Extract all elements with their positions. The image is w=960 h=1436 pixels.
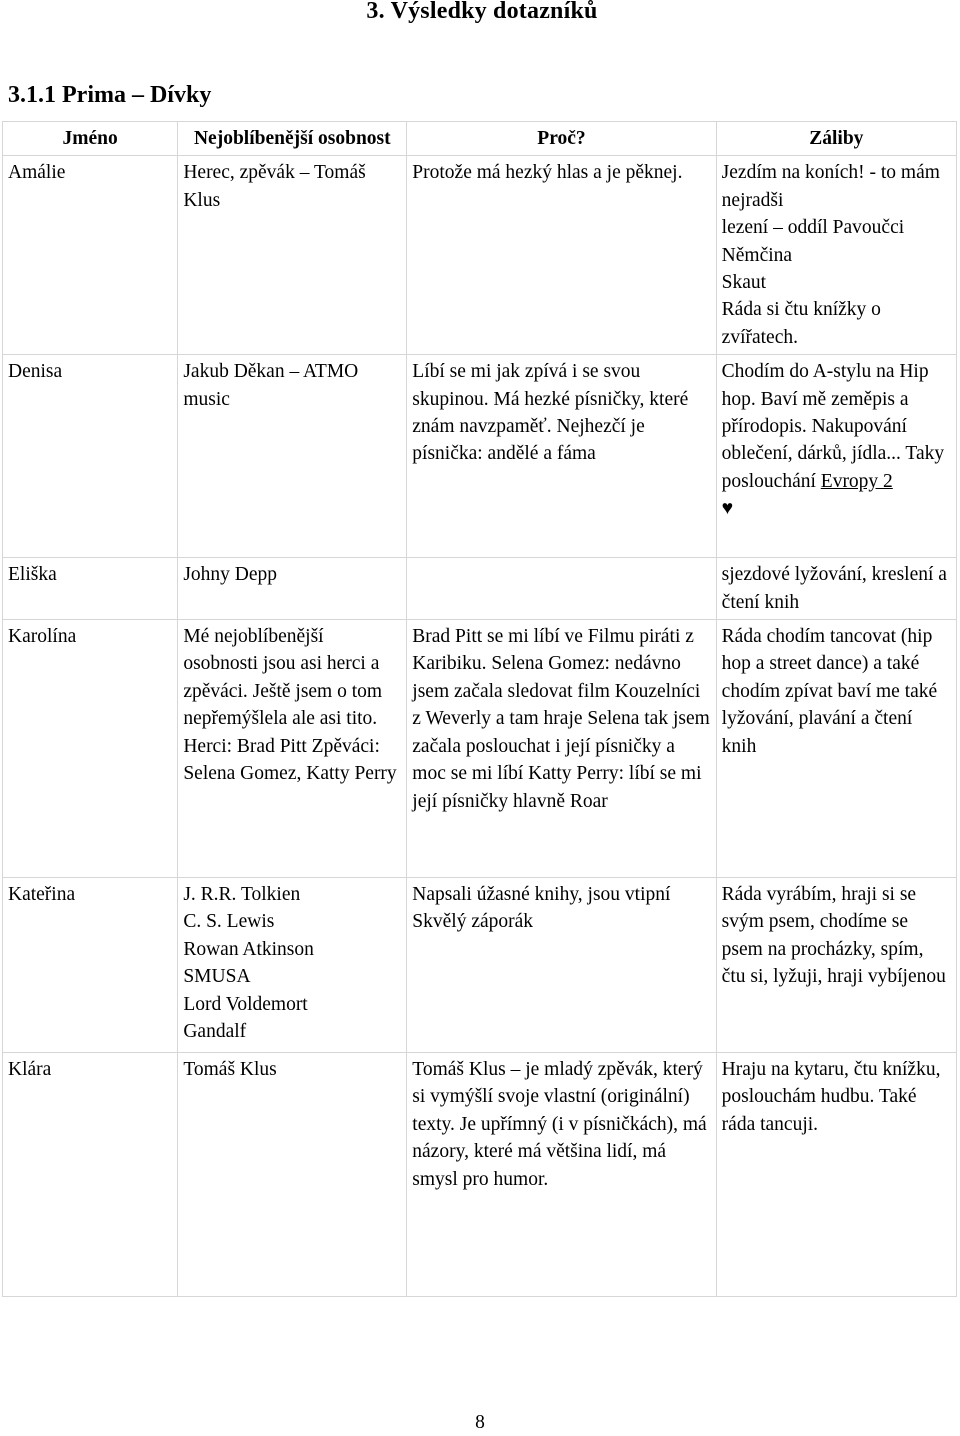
heart-icon: ♥ (721, 498, 734, 520)
cell-hobbies: Ráda vyrábím, hraji si se svým psem, chodíme se psem na procházky, spím, čtu si, lyžuji, hraji vybíjenou (716, 878, 956, 1053)
cell-favorite: Tomáš Klus (178, 1053, 407, 1297)
cell-name: Karolína (3, 620, 178, 878)
cell-hobbies: Jezdím na koních! - to mám nejradši lezení – oddíl Pavoučci Němčina Skaut Ráda si čtu knížky o zvířatech. (716, 156, 956, 355)
page-number: 8 (475, 1412, 485, 1433)
cell-name: Amálie (3, 156, 178, 355)
cell-name: Kateřina (3, 878, 178, 1053)
table-row (3, 1053, 957, 1297)
cell-favorite: Herec, zpěvák – Tomáš Klus (178, 156, 407, 355)
cell-why: Brad Pitt se mi líbí ve Filmu piráti z Karibiku. Selena Gomez: nedávno jsem začala sledovat film Kouzelníci z Weverly a tam hraje Selena tak jsem začala poslouchat i její písničky a moc se mi líbí Katty Perry: líbí se mi její písničky hlavně Roar (407, 620, 716, 878)
table-row (3, 558, 957, 620)
cell-why: Protože má hezký hlas a je pěknej. (407, 156, 716, 355)
table-row (3, 355, 957, 558)
table-row (3, 620, 957, 878)
cell-favorite: Johny Depp (178, 558, 407, 620)
cell-hobbies: Hraju na kytaru, čtu knížku, poslouchám hudbu. Také ráda tancuji. (716, 1053, 956, 1297)
table-row (3, 878, 957, 1053)
cell-name: Denisa (3, 355, 178, 558)
cell-favorite: Jakub Děkan – ATMO music (178, 355, 407, 558)
cell-why: Tomáš Klus – je mladý zpěvák, který si vymýšlí svoje vlastní (originální) texty. Je upřímný (i v písničkách), má názory, které má většina lidí, má smysl pro humor. (407, 1053, 716, 1297)
cell-why: Napsali úžasné knihy, jsou vtipní Skvělý záporák (407, 878, 716, 1053)
cell-name: Eliška (3, 558, 178, 620)
cell-why (407, 558, 716, 620)
column-header-name: Jméno (3, 122, 178, 156)
column-header-why: Proč? (407, 122, 716, 156)
section-subheading: 3.1.1 Prima – Dívky (8, 82, 212, 108)
column-header-favorite: Nejoblíbenější osobnost (178, 122, 407, 156)
hobbies-text: Chodím do A-stylu na Hip hop. Baví mě zeměpis a přírodopis. Nakupování oblečení, dárků, jídla... Taky poslouchání (721, 361, 945, 492)
cell-hobbies (716, 355, 956, 558)
page-heading: 3. Výsledky dotazníků (366, 0, 598, 24)
column-header-hobbies: Záliby (716, 122, 956, 156)
radio-station-name: Evropy 2 (820, 470, 893, 492)
table-header-row (3, 122, 957, 156)
cell-why: Líbí se mi jak zpívá i se svou skupinou. Má hezké písničky, které znám navzpaměť. Nejhezčí je písnička: andělé a fáma (407, 355, 716, 558)
cell-hobbies: Ráda chodím tancovat (hip hop a street dance) a také chodím zpívat baví me také lyžování, plavání a čtení knih (716, 620, 956, 878)
cell-name: Klára (3, 1053, 178, 1297)
cell-hobbies: sjezdové lyžování, kreslení a čtení knih (716, 558, 956, 620)
cell-favorite: Mé nejoblíbenější osobnosti jsou asi herci a zpěváci. Ještě jsem o tom nepřemýšlela ale asi tito. Herci: Brad Pitt Zpěváci: Selena Gomez, Katty Perry (178, 620, 407, 878)
cell-favorite: J. R.R. Tolkien C. S. Lewis Rowan Atkinson SMUSA Lord Voldemort Gandalf (178, 878, 407, 1053)
table-row (3, 156, 957, 355)
survey-results-table (2, 121, 957, 1297)
